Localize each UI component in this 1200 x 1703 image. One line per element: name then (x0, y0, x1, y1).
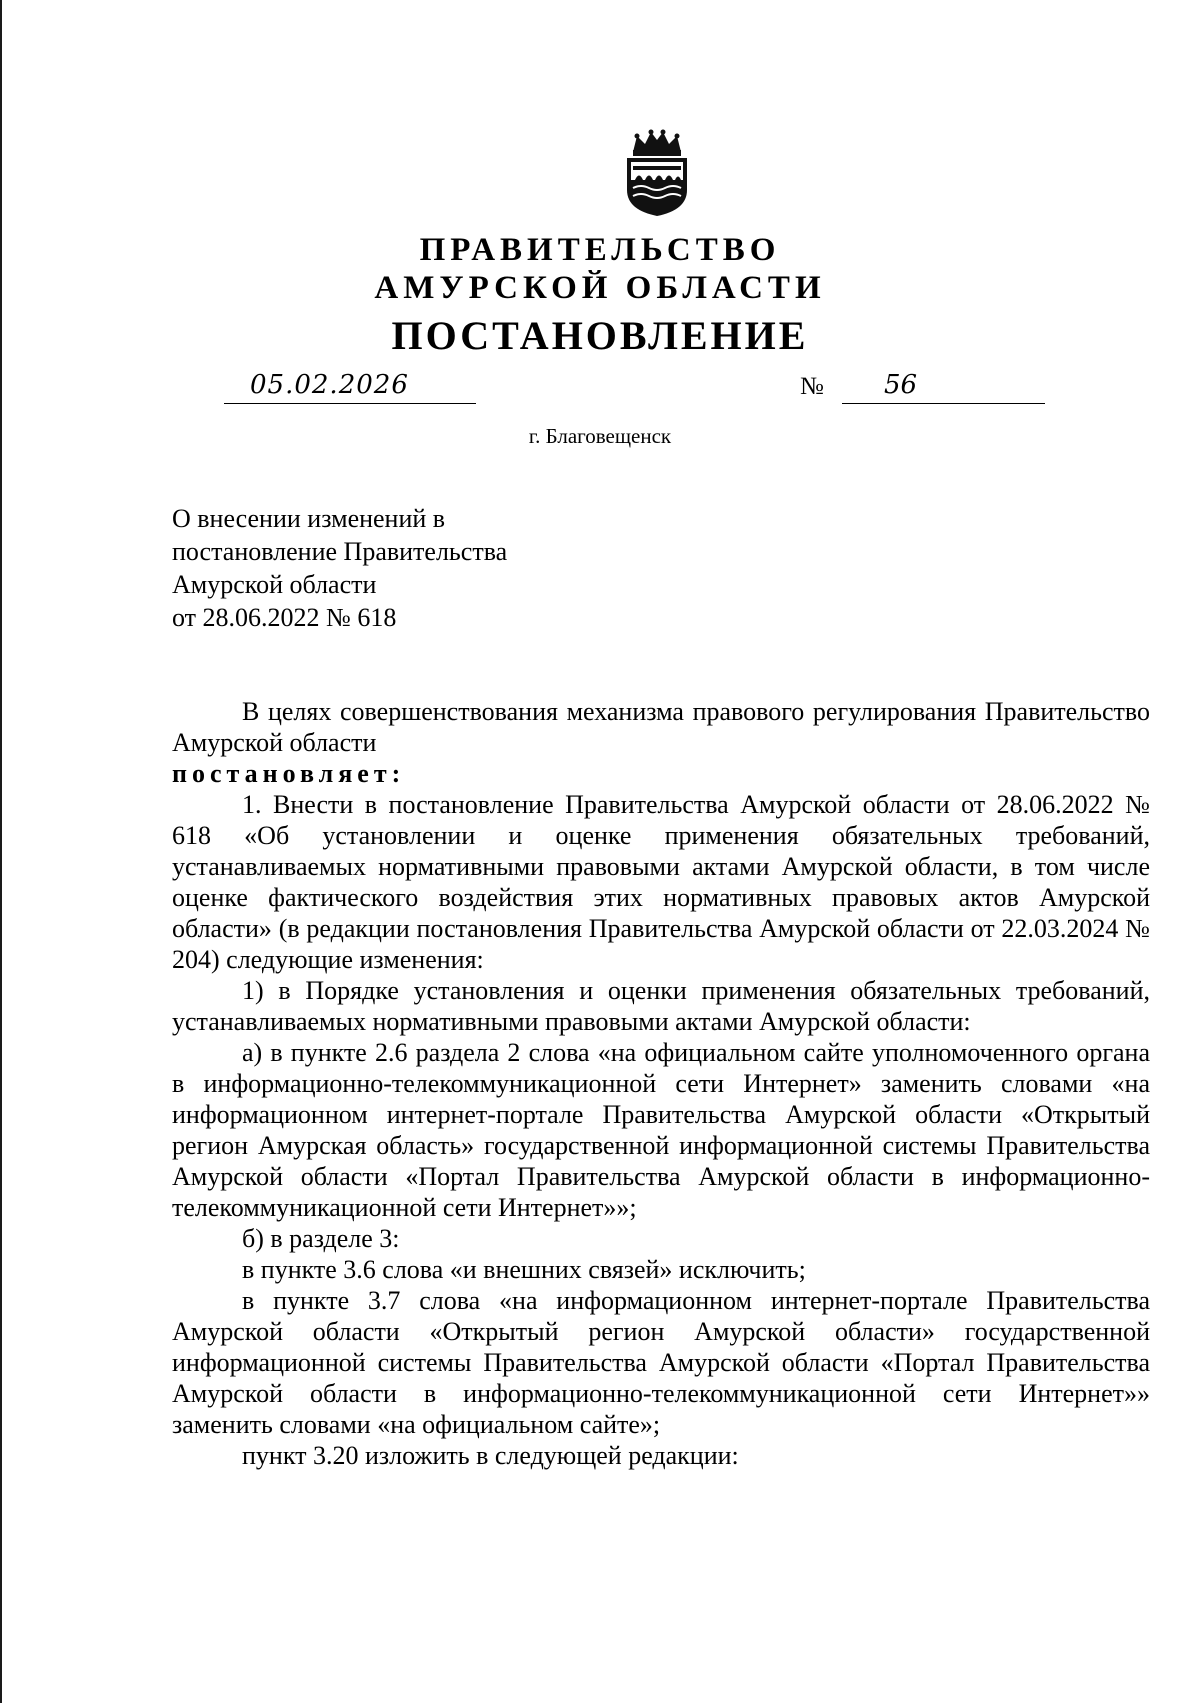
item-a-paragraph: а) в пункте 2.6 раздела 2 слова «на официальном сайте уполномоченного органа в информационно-телекоммуникационной сети Интернет» заменить словами «на информационном интернет-портале Правительства Амурской области «Открытый регион Амурская область» государственной информационной системы Правительства Амурской области «Портал Правительства Амурской области в информационно-телекоммуникационной сети Интернет»»; (172, 1038, 1150, 1222)
document-number: 56 (884, 370, 918, 400)
resolves-word: постановляет: (172, 759, 406, 788)
number-sign: № (800, 373, 824, 400)
org-name-line2: АМУРСКОЙ ОБЛАСТИ (374, 270, 826, 306)
subject-line: Амурской области (172, 570, 377, 599)
item-1-1-paragraph: 1) в Порядке установления и оценки применения обязательных требований, устанавливаемых нормативными правовыми актами Амурской области: (172, 976, 1150, 1036)
subject-line: постановление Правительства (172, 537, 508, 566)
document-body (172, 696, 1150, 1471)
item-b1-paragraph: в пункте 3.6 слова «и внешних связей» исключить; (242, 1255, 806, 1284)
document-type: ПОСТАНОВЛЕНИЕ (391, 313, 809, 358)
document-date: 05.02.2026 (250, 370, 409, 400)
item-1-paragraph: 1. Внести в постановление Правительства Амурской области от 28.06.2022 № 618 «Об установлении и оценке применения обязательных требований, устанавливаемых нормативными правовыми актами Амурской области, в том числе оценке фактического воздействия этих нормативных правовых актов Амурской области» (в редакции постановления Правительства Амурской области от 22.03.2024 № 204) следующие изменения: (172, 790, 1150, 974)
coat-of-arms-icon (623, 128, 691, 218)
item-b2-paragraph: в пункте 3.7 слова «на информационном интернет-портале Правительства Амурской области «Открытый регион Амурской области» государственной информационной системы Правительства Амурской области «Портал Правительства Амурской области в информационно-телекоммуникационной сети Интернет»» заменить словами «на официальном сайте»; (172, 1286, 1150, 1439)
subject-line: от 28.06.2022 № 618 (172, 603, 397, 632)
number-underline (842, 403, 1045, 404)
city: г. Благовещенск (528, 424, 672, 448)
date-underline (224, 403, 476, 404)
subject-line: О внесении изменений в (172, 504, 446, 533)
preamble-paragraph: В целях совершенствования механизма правового регулирования Правительство Амурской области (172, 697, 1150, 757)
item-b-paragraph: б) в разделе 3: (242, 1224, 400, 1253)
org-name-line1: ПРАВИТЕЛЬСТВО (419, 232, 781, 268)
item-b3-paragraph: пункт 3.20 изложить в следующей редакции: (242, 1441, 739, 1470)
subject-block (172, 502, 507, 634)
